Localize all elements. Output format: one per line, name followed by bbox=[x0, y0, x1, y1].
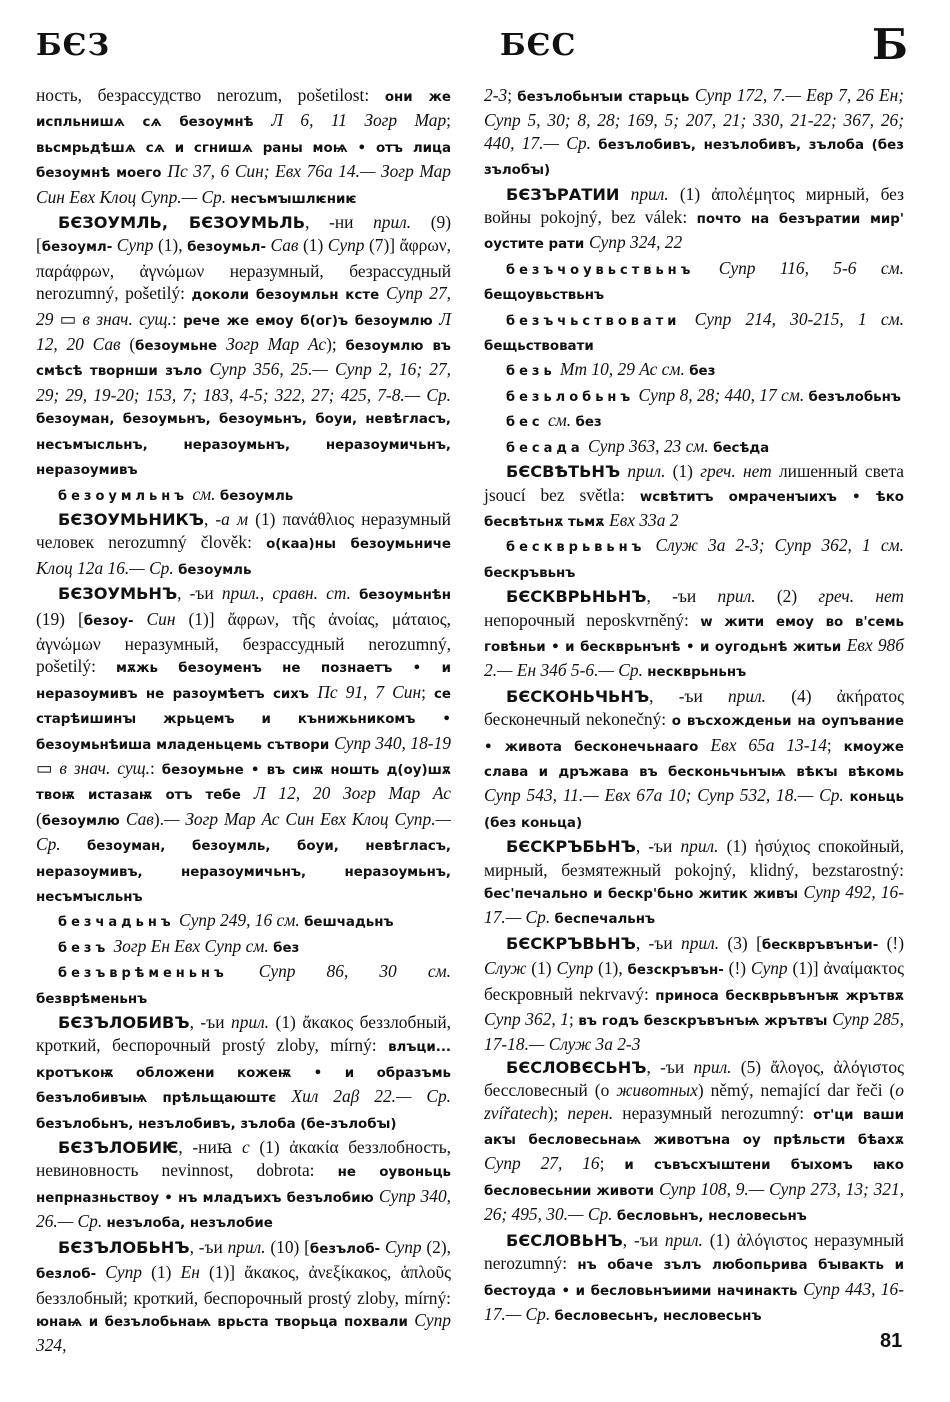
italic-text: греч. нет bbox=[818, 586, 904, 607]
dictionary-entry bbox=[484, 384, 904, 409]
church-slavonic-text: безоумлю bbox=[41, 813, 126, 829]
dictionary-entry bbox=[484, 460, 904, 534]
text: , -ниꙗ bbox=[178, 1137, 243, 1158]
italic-text: Пс 37, 6 Син; Евх 76а 14.— Зогр Мар Син Евх Клоц Супр.— Ср. bbox=[36, 161, 451, 207]
church-slavonic-text: бесловьнъ, несловесьнъ bbox=[616, 1209, 807, 1225]
church-slavonic-text: влъци... кротъкоѭ обложени кожеѭ • и образъмь безълобивꙑѩ прѣльщаюштє bbox=[36, 1040, 451, 1107]
text: , -ъи bbox=[649, 685, 728, 706]
text: (4) ἀκήρατος бесконечный nekonečný: bbox=[484, 685, 904, 730]
church-slavonic-text: бесквръвънъи- bbox=[761, 937, 879, 953]
church-slavonic-text: безоумлю въ смѣсѣ творнши зъло bbox=[36, 339, 451, 380]
dictionary-entry bbox=[36, 483, 451, 508]
text: ) němý, nemající dar řeči ( bbox=[697, 1080, 896, 1101]
text: : bbox=[171, 308, 184, 329]
church-slavonic-text: рече же емоу б(ог)ъ безоумлю bbox=[183, 313, 440, 329]
church-slavonic-text: се старѣишинꙑ жрьцемъ и кънижьникомъ • безоумьнѣиша младеньцемь сътвори bbox=[36, 686, 451, 753]
dictionary-entry bbox=[484, 409, 904, 434]
dictionary-entry bbox=[484, 435, 904, 460]
church-slavonic-text: бещоувьствьнъ bbox=[484, 288, 605, 304]
italic-text: Клоц 12а 16.— Ср. bbox=[36, 557, 179, 578]
church-slavonic-text: бесѣда bbox=[713, 440, 770, 456]
dictionary-entry bbox=[484, 183, 904, 257]
text: ; bbox=[826, 734, 844, 755]
italic-text: прил. bbox=[373, 212, 412, 233]
italic-text: Служ 3а 2-3; Супр 362, 1 см. bbox=[645, 535, 904, 556]
italic-text: прил. bbox=[680, 836, 719, 857]
headword: БЄСКОНЬЧЬНЪ bbox=[506, 686, 650, 706]
headword: БЄСВѢТЬНЪ bbox=[506, 462, 621, 482]
italic-text: см. bbox=[543, 410, 576, 431]
dictionary-entry bbox=[484, 534, 904, 585]
italic-text: Супр 8, 28; 440, 17 см. bbox=[634, 384, 809, 405]
church-slavonic-text: безоумьл- bbox=[187, 240, 266, 256]
text: (1)] ἄφρων, τῆς ἀνοίας, μάταιος, ἀγνώμων неразумный, безрассудный nerozumný, pošetilý: bbox=[36, 608, 451, 677]
italic-text: Супр 324, bbox=[36, 1309, 451, 1356]
church-slavonic-text: приноса бескврьвънъѭ жрътвѫ bbox=[655, 988, 904, 1004]
church-slavonic-text: безълобивъ, незълобивъ, зълоба (без зълобꙑ) bbox=[484, 137, 904, 179]
spaced-variant: бескврьвьнъ bbox=[506, 540, 646, 556]
headword: БЄСЛОВЄСЬНЪ bbox=[506, 1057, 647, 1077]
italic-text: Супр bbox=[96, 1262, 143, 1283]
italic-text: Л 12, 20 Зогр Мар Ас bbox=[253, 783, 451, 804]
text: , bbox=[203, 508, 216, 529]
church-slavonic-text: без bbox=[273, 940, 300, 956]
italic-text: Супр 27, 16 bbox=[484, 1153, 600, 1174]
italic-text: греч. нет bbox=[700, 461, 772, 482]
italic-text: см. bbox=[187, 483, 220, 504]
text: , -ни bbox=[305, 212, 374, 233]
text: ); bbox=[547, 1102, 568, 1123]
headword: БЄЗОУМЬНИКЪ bbox=[58, 509, 204, 529]
text: (2), bbox=[421, 1236, 451, 1257]
church-slavonic-text: бескръвьнъ bbox=[484, 565, 576, 581]
italic-text: Сав bbox=[125, 808, 154, 829]
text: (1) ἀλόγιστος неразумный nerozumný: bbox=[484, 1229, 904, 1274]
headword: БЄЗОУМЬНЪ bbox=[58, 584, 178, 604]
italic-text: Евх 33а 2 bbox=[609, 509, 679, 530]
text: ; bbox=[421, 681, 434, 702]
text: (1) πανάθλιος неразумный человек nerozumný člověk: bbox=[36, 508, 451, 553]
text: (2) bbox=[755, 586, 819, 607]
italic-text: — Зогр Мар Ас Син Евх Клоц Супр.— Ср. bbox=[36, 808, 451, 855]
church-slavonic-text: безоуман, безоумль, боуи, невѣгласъ, неразоумивъ, неразоумичьнъ, неразоумьнъ, несъмꙑсльнъ bbox=[36, 839, 451, 905]
church-slavonic-text: безлоб- bbox=[36, 1267, 97, 1283]
church-slavonic-text: нескврьньнъ bbox=[647, 665, 747, 681]
text: ; bbox=[599, 1153, 625, 1174]
church-slavonic-text: въ годъ безскръвънъѩ жрътвꙑ bbox=[578, 1014, 833, 1030]
italic-text: Супр 543, 11.— Евх 67а 10; Супр 532, 18.— Ср. bbox=[484, 785, 850, 806]
spaced-variant: безьлобьнъ bbox=[506, 389, 635, 405]
italic-text: прил. bbox=[627, 461, 666, 482]
italic-text: Пс 91, 7 Син bbox=[317, 681, 422, 702]
text: (7)] ἄφρων, παράφρων, ἀγνώμων неразумный, безрассудный nerozumný, pošetilý: bbox=[36, 235, 452, 304]
text: (1) ἄκακος беззлобный, кроткий, беспорочный prostý zloby, mírný: bbox=[36, 1012, 451, 1056]
dictionary-entry bbox=[484, 358, 904, 383]
italic-text: Супр 443, 16-17.— Ср. bbox=[484, 1278, 904, 1324]
text: лишенный света jsoucí bez světla: bbox=[484, 461, 904, 505]
church-slavonic-text: коньць (без коньца) bbox=[484, 790, 904, 831]
church-slavonic-text: безскръвън- bbox=[627, 963, 724, 979]
church-slavonic-text: доколи безоумльн ксте bbox=[191, 288, 387, 304]
text: (1) ἡσύχιος спокойный, мирный, безмятежный pokojný, klidný, bezstarostný: bbox=[484, 836, 904, 880]
text: (1) ἀκακία беззлобность, невиновность nevinnost, dobrota: bbox=[36, 1137, 451, 1181]
dictionary-entry bbox=[36, 1011, 451, 1136]
church-slavonic-text: без bbox=[689, 364, 716, 380]
spaced-variant: безъ bbox=[58, 940, 110, 956]
italic-text: Супр 214, 30-215, 1 см. bbox=[680, 308, 904, 329]
italic-text: Супр bbox=[380, 1236, 422, 1257]
dictionary-entry bbox=[36, 508, 451, 582]
dictionary-entry bbox=[484, 932, 904, 1056]
church-slavonic-text: и съвъсхꙑштени бꙑхомъ ꙗко бесловесьнии животи bbox=[484, 1158, 904, 1199]
church-slavonic-text: бещьствовати bbox=[484, 339, 594, 355]
headword: БЄЗЪЛОБИВЪ bbox=[58, 1013, 190, 1033]
text: , -ъи bbox=[189, 1236, 228, 1257]
text: , -ъи bbox=[646, 586, 718, 607]
italic-text: перен. bbox=[567, 1102, 614, 1123]
italic-text: Л 12, 20 Сав bbox=[36, 308, 452, 355]
dictionary-entry bbox=[36, 84, 451, 211]
dictionary-entry bbox=[484, 835, 904, 932]
headword: БЄСЛОВЬНЪ bbox=[506, 1230, 623, 1250]
text: (5) ἄλογος, ἀλόγιστος бессловесный (о bbox=[484, 1056, 904, 1101]
text: , -ъи bbox=[635, 836, 681, 857]
text: (!) bbox=[723, 958, 751, 979]
spaced-variant: безъврѣменьнъ bbox=[58, 966, 228, 982]
church-slavonic-text: безоумль bbox=[178, 562, 252, 578]
italic-text: Хил 2аβ 22.— Ср. bbox=[291, 1086, 452, 1107]
text: : bbox=[150, 757, 162, 778]
italic-text: прил., сравн. ст. bbox=[221, 583, 360, 604]
church-slavonic-text: безълобьнъ, незълобивъ, зълоба (бе-зълобꙑ) bbox=[36, 1116, 397, 1132]
text bbox=[619, 184, 630, 204]
text: (1) bbox=[526, 958, 557, 979]
text: (1) bbox=[665, 461, 701, 482]
italic-text: Сав bbox=[266, 235, 299, 256]
church-slavonic-text: безоумьнѣн bbox=[359, 588, 451, 604]
text: (1) ἀπολέμητος мирный, без войны pokojný, bez válek: bbox=[484, 183, 904, 228]
italic-text: Супр 324, 22 bbox=[588, 232, 683, 253]
italic-text: Зогр Мар Ас bbox=[226, 334, 327, 355]
italic-text: Супр 340, 18-19 ▭ в знач. сущ. bbox=[36, 732, 451, 778]
italic-text: Супр bbox=[750, 958, 788, 979]
dictionary-entry bbox=[36, 1136, 451, 1236]
italic-text: Супр 116, 5-6 см. bbox=[694, 257, 904, 278]
church-slavonic-text: о въсхожденьи на оупъвание • живота бесконечьнааго bbox=[484, 714, 904, 755]
italic-text: Супр 285, 17-18.— Служ 3а 2-3 bbox=[484, 1009, 904, 1055]
text: ; bbox=[507, 85, 518, 105]
italic-text: Супр 362, 1 bbox=[484, 1009, 569, 1030]
dictionary-entry bbox=[484, 257, 904, 308]
church-slavonic-text: о(каа)ны безоумьниче bbox=[266, 537, 451, 553]
text: ( bbox=[120, 334, 136, 355]
dictionary-entry bbox=[484, 308, 904, 359]
italic-text: 2-3 bbox=[484, 85, 508, 105]
italic-text: Супр 172, 7.— Евр 7, 26 Ен; Супр 5, 30; 8, 28; 169, 5; 207, 21; 330, 21-22; 367, 26; 440, 17.— Ср. bbox=[484, 85, 904, 153]
running-head-center: БЄС bbox=[500, 28, 577, 63]
text: , -ъи bbox=[177, 583, 222, 604]
church-slavonic-text: wсвѣтитъ омраченꙑихъ • ѣко бесвѣтьнѫ тьмѫ bbox=[484, 489, 904, 530]
text: , -ъи bbox=[635, 932, 682, 953]
italic-text: Супр 492, 16-17.— Ср. bbox=[484, 882, 904, 928]
italic-text: Супр 356, 25.— Супр 2, 16; 27, 29; 29, 19-20; 153, 7; 183, 4-5; 322, 27; 425, 7-8.— Ср. bbox=[36, 359, 451, 405]
italic-text: Супр bbox=[556, 958, 594, 979]
italic-text: Супр 108, 9.— Супр 273, 13; 321, 26; 495, 30.— Ср. bbox=[484, 1178, 904, 1225]
dictionary-entry bbox=[36, 935, 451, 960]
spaced-variant: безъчоувьствьнъ bbox=[506, 262, 695, 278]
italic-text: Евх 98б 2.— Ен 34б 5-6.— Ср. bbox=[484, 634, 904, 681]
text: (1) bbox=[298, 235, 328, 256]
italic-text: Супр 249, 16 см. bbox=[174, 910, 305, 931]
church-slavonic-text: мѫжь безоуменъ не познаетъ • и неразоумивъ не разоумѣетъ сихъ bbox=[36, 661, 451, 702]
spaced-variant: бесада bbox=[506, 440, 584, 456]
italic-text: Син bbox=[133, 608, 176, 629]
dictionary-entry bbox=[484, 1056, 904, 1229]
text: ; bbox=[568, 1009, 579, 1030]
dictionary-entry bbox=[36, 960, 451, 1011]
text: (9) [ bbox=[36, 212, 451, 256]
italic-text: прил. bbox=[693, 1056, 732, 1077]
italic-text: прил. bbox=[231, 1012, 270, 1033]
text: (1), bbox=[593, 958, 628, 979]
text: (1) bbox=[142, 1262, 181, 1283]
text: , -ъи bbox=[622, 1229, 665, 1250]
church-slavonic-text: без bbox=[575, 415, 602, 431]
church-slavonic-text: безоумьне • въ сиѭ ношть д(оу)шѫ твоѭ истазаѭ отъ тебе bbox=[36, 762, 451, 804]
church-slavonic-text: нъ обаче зълъ любопьрива бꙑвакть и бестоуда • и бесловьнъиими начинакть bbox=[484, 1258, 904, 1299]
text: (1), bbox=[153, 235, 188, 256]
italic-text: -а м bbox=[215, 508, 249, 529]
page-number: 81 bbox=[880, 1330, 903, 1352]
text: , -ъи bbox=[189, 1012, 232, 1033]
italic-text: Л 6, 11 Зогр Мар bbox=[271, 110, 447, 131]
text: , -ъи bbox=[646, 1056, 694, 1077]
italic-text: прил. bbox=[630, 183, 669, 204]
dictionary-entry bbox=[36, 582, 451, 909]
church-slavonic-text: бесловесьнъ, несловесьнъ bbox=[554, 1308, 762, 1324]
text: ( bbox=[36, 808, 42, 829]
italic-text: Супр 340, 26.— Ср. bbox=[36, 1185, 451, 1232]
headword: БЄЗЪРАТИИ bbox=[506, 184, 620, 204]
church-slavonic-text: бес'печально и бескр'бьно житик живꙑ bbox=[484, 887, 804, 902]
text: ность, безрассудство nerozum, pošetilost: bbox=[36, 85, 385, 105]
italic-text: прил. bbox=[681, 932, 720, 953]
italic-text: o zvířatech bbox=[484, 1080, 904, 1123]
italic-text: прил. bbox=[717, 586, 756, 607]
church-slavonic-text: безоумль bbox=[219, 488, 294, 504]
italic-text: Мт 10, 29 Ас см. bbox=[555, 359, 690, 380]
left-column bbox=[36, 84, 451, 1357]
church-slavonic-text: несъмꙑшлѥниѥ bbox=[230, 191, 357, 207]
italic-text: животных bbox=[616, 1080, 698, 1101]
italic-text: Супр 363, 23 см. bbox=[583, 435, 714, 456]
dictionary-entry bbox=[484, 1229, 904, 1329]
church-slavonic-text: они же испльнишѧ сѧ безоумнѣ bbox=[36, 90, 451, 131]
text: ); bbox=[326, 334, 346, 355]
spaced-variant: безъчьствовати bbox=[506, 313, 681, 329]
italic-text: с bbox=[242, 1137, 250, 1158]
church-slavonic-text: безълобьнъ bbox=[808, 389, 901, 405]
church-slavonic-text: бешчадьнъ bbox=[304, 915, 394, 931]
church-slavonic-text: безоуман, безоумьнъ, безоумьнъ, боуи, невѣгласъ, несъмꙑсльнъ, неразоумьнъ, неразоумичьнъ, неразоумивъ bbox=[36, 412, 451, 479]
text: ). bbox=[153, 808, 164, 829]
church-slavonic-text: безоу- bbox=[83, 613, 134, 629]
text: (3) [ bbox=[719, 932, 762, 953]
italic-text: Служ bbox=[484, 958, 527, 979]
church-slavonic-text: безоумл- bbox=[41, 240, 113, 256]
italic-text: прил. bbox=[664, 1229, 703, 1250]
italic-text: Зогр Ен Евх Супр см. bbox=[109, 935, 274, 956]
italic-text: Евх 65а 13-14 bbox=[710, 734, 827, 755]
text: неразумный nerozumný: bbox=[613, 1102, 814, 1123]
church-slavonic-text: вьсмрьдѣшѧ сѧ и сгнишѧ раны моѩ • отъ лица безоумнѣ моего bbox=[36, 140, 451, 182]
text: (!) bbox=[878, 932, 904, 953]
headword: БЄЗЪЛОБИѤ bbox=[58, 1138, 179, 1158]
church-slavonic-text: w жити емоу во в'семь говѣньи • и бескврьнънѣ • и оугодьнѣ житьи bbox=[484, 614, 904, 655]
spaced-variant: бес bbox=[506, 415, 544, 431]
running-head-left: БЄЗ bbox=[36, 28, 111, 63]
headword: БЄСКРЪБЬНЪ bbox=[506, 837, 636, 857]
church-slavonic-text: незълоба, незълобие bbox=[106, 1216, 273, 1232]
italic-text: прил. bbox=[227, 1236, 266, 1257]
church-slavonic-text: кмоуже слава и дръжава въ бесконьчьнꙑѩ вѣкꙑ вѣкомь bbox=[484, 739, 904, 780]
dictionary-entry bbox=[36, 211, 451, 482]
church-slavonic-text: безврѣменьнъ bbox=[36, 991, 148, 1007]
dictionary-entry bbox=[484, 585, 904, 685]
church-slavonic-text: безоумьне bbox=[135, 339, 227, 355]
text: (10) [ bbox=[265, 1236, 310, 1257]
church-slavonic-text: юнаѩ и безълобьнаѩ врьста творьца похвали bbox=[36, 1314, 415, 1330]
italic-text: Ен bbox=[180, 1262, 200, 1283]
headword: БЄЗОУМЛЬ, БЄЗОУМЬЛЬ bbox=[58, 213, 306, 233]
text: (1)] ἄκακος, ἀνεξίκακος, ἁπλοῦς беззлобный; кроткий, беспорочный prostý zloby, mírný: bbox=[36, 1262, 451, 1308]
text: непорочный neposkvrněný: bbox=[484, 609, 701, 630]
section-letter: Б bbox=[872, 20, 909, 69]
right-column bbox=[484, 84, 904, 1328]
dictionary-entry bbox=[484, 685, 904, 835]
church-slavonic-text: безълоб- bbox=[309, 1241, 381, 1257]
church-slavonic-text: от'ци ваши акꙑ бесловесьнаѩ животъна оу прѣльсти бѣахѫ bbox=[484, 1107, 904, 1149]
headword: БЄСКВРЬНЬНЪ bbox=[506, 587, 647, 607]
italic-text: Супр bbox=[327, 235, 365, 256]
italic-text: Супр 27, 29 ▭ в знач. сущ. bbox=[36, 283, 451, 329]
spaced-variant: безчадьнъ bbox=[58, 915, 175, 931]
dictionary-entry bbox=[36, 909, 451, 934]
text: (1)] ἀναίμακτος бескровный nekrvavý: bbox=[484, 958, 904, 1004]
text: (19) [ bbox=[36, 608, 84, 629]
spaced-variant: безь bbox=[506, 364, 556, 380]
headword: БЄЗЪЛОБЬНЪ bbox=[58, 1237, 190, 1257]
church-slavonic-text: безълобьнꙑи старьць bbox=[517, 90, 695, 105]
headword: БЄСКРЪВЬНЪ bbox=[506, 933, 636, 953]
italic-text: Супр bbox=[112, 235, 154, 256]
church-slavonic-text: не оувоньць непрназньствоу • нъ младъихъ безълобию bbox=[36, 1165, 451, 1206]
italic-text: прил. bbox=[727, 685, 767, 706]
dictionary-entry bbox=[484, 84, 904, 183]
church-slavonic-text: беспечальнъ bbox=[554, 912, 656, 928]
spaced-variant: безоумльнъ bbox=[58, 488, 188, 504]
church-slavonic-text: почто на безъратии мир' оустите рати bbox=[484, 212, 904, 253]
italic-text: Супр 86, 30 см. bbox=[227, 961, 451, 982]
text: ; bbox=[446, 110, 451, 131]
dictionary-entry bbox=[36, 1236, 451, 1357]
